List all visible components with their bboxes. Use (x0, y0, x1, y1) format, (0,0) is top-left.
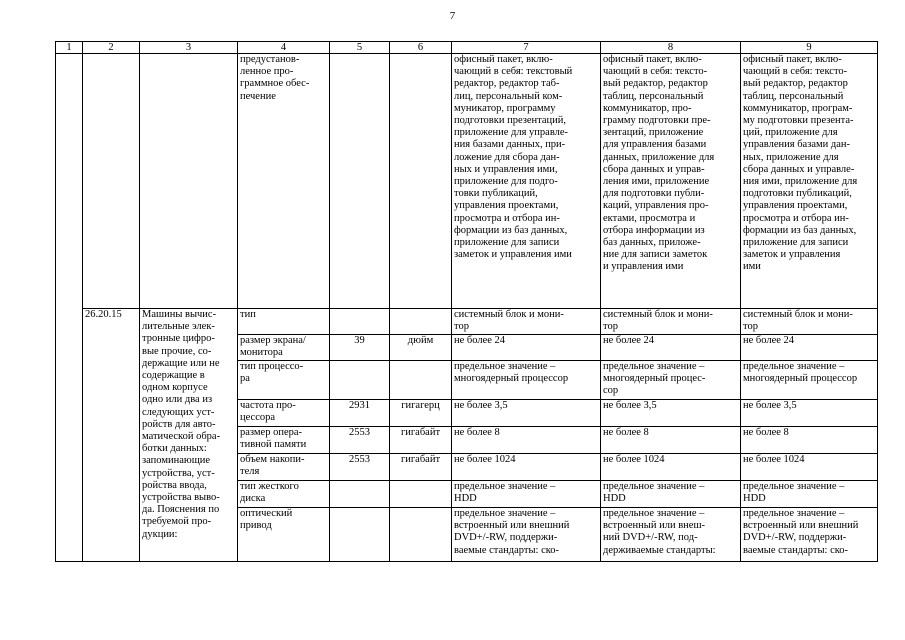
unit-code-cell (330, 361, 390, 400)
unit-name-cell: гигабайт (390, 427, 452, 454)
unit-name-cell (390, 508, 452, 562)
table-row (56, 54, 878, 309)
value-cell: не более 8 (601, 427, 741, 454)
value-cell: предельное значение – встроенный или внеш- ний DVD+/-RW, под- держиваемые стандарты: (601, 508, 741, 562)
table-row (56, 309, 878, 335)
value-cell: не более 1024 (601, 454, 741, 481)
characteristic-cell: частота про- цессора (238, 400, 330, 427)
value-cell: системный блок и мони- тор (601, 309, 741, 335)
value-cell: не более 3,5 (741, 400, 878, 427)
column-number-row (56, 42, 878, 54)
characteristic-cell: объем накопи- теля (238, 454, 330, 481)
page-number: 7 (449, 10, 456, 22)
unit-code-cell (330, 54, 390, 309)
value-cell: не более 1024 (741, 454, 878, 481)
product-description: Машины вычис- лительные элек- тронные цифро- вые прочие, со- держащие или не содержащие в одном корпусе одно или два из следующих уст- ройств для авто- матической обра- ботки данных: запоминающие устройства, уст- ройства ввода, устройства выво- да. Пояснения по требуемой про- дукции: (140, 309, 238, 562)
value-cell: предельное значение – многоядерный процессор (452, 361, 601, 400)
characteristic-cell: тип жесткого диска (238, 481, 330, 508)
characteristic-cell: тип процессо- ра (238, 361, 330, 400)
unit-code-cell: 2553 (330, 454, 390, 481)
column-number: 8 (601, 42, 741, 54)
column-number: 4 (238, 42, 330, 54)
characteristic-cell: предустанов- ленное про- граммное обес- печение (238, 54, 330, 309)
value-cell: предельное значение – HDD (741, 481, 878, 508)
value-cell: системный блок и мони- тор (741, 309, 878, 335)
value-cell: не более 24 (601, 335, 741, 361)
column-number: 7 (452, 42, 601, 54)
characteristic-cell: размер опера- тивной памяти (238, 427, 330, 454)
column-number: 1 (56, 42, 83, 54)
unit-name-cell (390, 54, 452, 309)
value-cell: офисный пакет, вклю- чающий в себя: тексто- вый редактор, редактор таблиц, персональный коммуникатор, програм- му подготовки презента- ций, приложение для управления базами дан- ных, приложение для сбора данных и управле- ния ими, приложение для подготовки публикаций, управления проектами, просмотра и отбора ин- формации из баз данных, приложение для записи заметок и управления ими (741, 54, 878, 309)
value-cell: не более 3,5 (452, 400, 601, 427)
value-cell: предельное значение – HDD (601, 481, 741, 508)
unit-name-cell (390, 361, 452, 400)
unit-code-cell (330, 508, 390, 562)
unit-name-cell (390, 309, 452, 335)
value-cell: офисный пакет, вклю- чающий в себя: текстовый редактор, редактор таб- лиц, персональный ком- муникатор, программу подготовки презентаций, приложение для управле- ния базами данных, при- ложение для сбора дан- ных и управления ими, приложение для подго- товки публикаций, управления проектами, просмотра и отбора ин- формации из баз данных, приложение для записи заметок и управления ими (452, 54, 601, 309)
value-cell: не более 24 (741, 335, 878, 361)
value-cell: не более 3,5 (601, 400, 741, 427)
unit-name-cell: дюйм (390, 335, 452, 361)
value-cell: предельное значение – встроенный или внешний DVD+/-RW, поддержи- ваемые стандарты: ско- (741, 508, 878, 562)
value-cell: системный блок и мони- тор (452, 309, 601, 335)
column-number: 9 (741, 42, 878, 54)
unit-name-cell: гигабайт (390, 454, 452, 481)
description-cell (140, 54, 238, 309)
value-cell: предельное значение – многоядерный процессор (741, 361, 878, 400)
code-cell (83, 54, 140, 309)
unit-code-cell: 2931 (330, 400, 390, 427)
column-number: 3 (140, 42, 238, 54)
value-cell: предельное значение – встроенный или внешний DVD+/-RW, поддержи- ваемые стандарты: ско- (452, 508, 601, 562)
unit-code-cell: 39 (330, 335, 390, 361)
value-cell: предельное значение – многоядерный процес- сор (601, 361, 741, 400)
value-cell: не более 1024 (452, 454, 601, 481)
unit-code-cell: 2553 (330, 427, 390, 454)
value-cell: не более 8 (741, 427, 878, 454)
characteristic-cell: размер экрана/ монитора (238, 335, 330, 361)
value-cell: не более 24 (452, 335, 601, 361)
product-code: 26.20.15 (83, 309, 140, 562)
value-cell: офисный пакет, вклю- чающий в себя: тексто- вый редактор, редактор таблиц, персональный коммуникатор, про- грамму подготовки пре- зентаций, приложение для управления базами данных, приложение для сбора данных и управ- ления ими, приложение для подготовки публи- каций, управления про- ектами, просмотра и отбора информации из баз данных, приложе- ние для записи заметок и управления ими (601, 54, 741, 309)
value-cell: не более 8 (452, 427, 601, 454)
column-number: 6 (390, 42, 452, 54)
row-number-cell (56, 54, 83, 562)
characteristic-cell: оптический привод (238, 508, 330, 562)
unit-name-cell (390, 481, 452, 508)
unit-code-cell (330, 481, 390, 508)
column-number: 5 (330, 42, 390, 54)
unit-name-cell: гигагерц (390, 400, 452, 427)
unit-code-cell (330, 309, 390, 335)
column-number: 2 (83, 42, 140, 54)
characteristic-cell: тип (238, 309, 330, 335)
requirements-table (55, 41, 878, 562)
value-cell: предельное значение – HDD (452, 481, 601, 508)
